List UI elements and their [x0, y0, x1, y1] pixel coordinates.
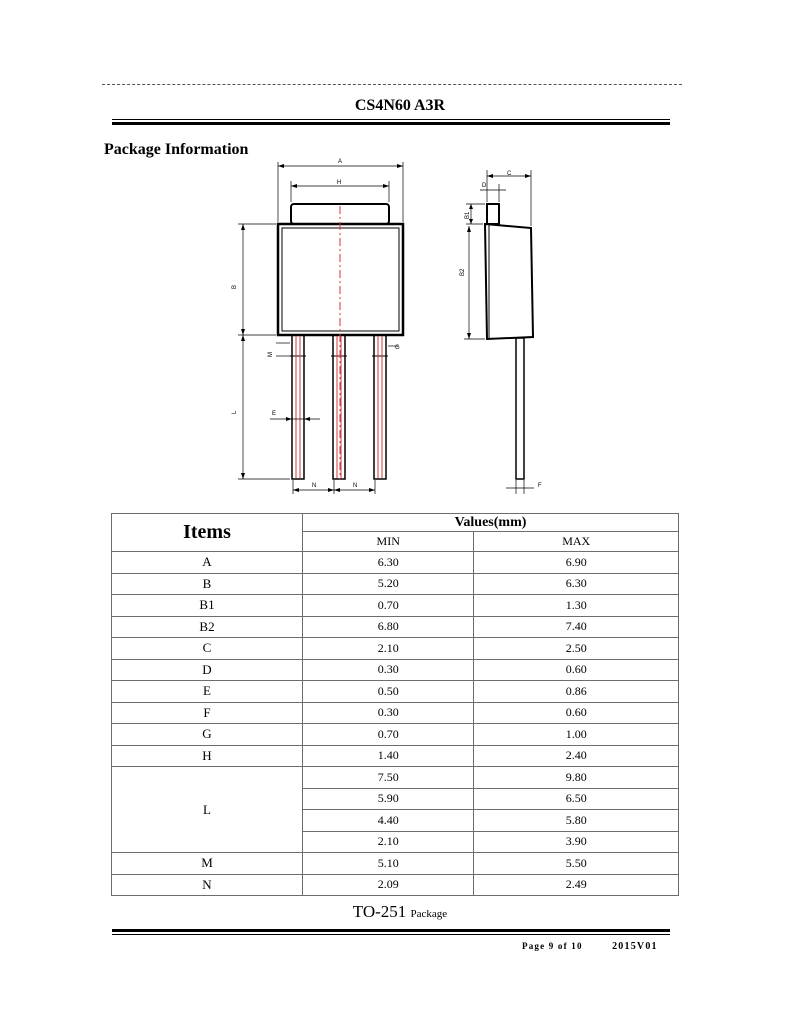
table-row: D 0.30 0.60 [112, 659, 679, 681]
section-title: Package Information [104, 141, 249, 158]
label-F: F [538, 483, 542, 489]
header-dashed-line [102, 84, 682, 85]
table-row: 5.90 6.50 [112, 788, 679, 810]
values-header: Values(mm) [303, 514, 679, 532]
table-row: 2.10 3.90 [112, 831, 679, 853]
table-row: B1 0.70 1.30 [112, 595, 679, 617]
footer [522, 941, 658, 952]
label-M: M [268, 352, 274, 357]
table-row: B 5.20 6.30 [112, 573, 679, 595]
label-N-1: N [312, 483, 317, 489]
page-number: Page 9 of 10 [522, 941, 583, 951]
label-C: C [507, 171, 512, 177]
document-title: CS4N60 A3R [354, 97, 446, 114]
label-D: D [482, 183, 487, 189]
label-N-2: N [353, 483, 358, 489]
table-row: G 0.70 1.00 [112, 724, 679, 746]
header-rule-thin [112, 119, 670, 120]
table-row: F 0.30 0.60 [112, 702, 679, 724]
version: 2015V01 [612, 941, 658, 952]
l-row-name: L [112, 767, 303, 853]
table-row: C 2.10 2.50 [112, 638, 679, 660]
table-row: N 2.09 2.49 [112, 874, 679, 896]
package-outline-drawing [0, 150, 800, 500]
label-B1: B1 [465, 211, 471, 219]
label-B: B [232, 284, 238, 289]
items-header: Items [112, 514, 303, 552]
label-G: G [395, 345, 400, 351]
dimensions-table [111, 513, 679, 896]
max-header: MAX [474, 532, 679, 552]
header-rule-thick [112, 122, 670, 125]
label-E: E [272, 411, 277, 417]
table-row: H 1.40 2.40 [112, 745, 679, 767]
package-name: TO-251 [352, 902, 407, 921]
table-row: 4.40 5.80 [112, 810, 679, 832]
footer-rule-thick [112, 929, 670, 932]
table-row: A 6.30 6.90 [112, 552, 679, 574]
min-header: MIN [303, 532, 474, 552]
table-row: M 5.10 5.50 [112, 853, 679, 875]
table-row: L 7.50 9.80 [112, 767, 679, 789]
table-row: E 0.50 0.86 [112, 681, 679, 703]
label-L: L [232, 410, 238, 414]
footer-rule-thin [112, 934, 670, 935]
label-B2: B2 [460, 268, 466, 276]
label-H: H [337, 180, 342, 186]
package-suffix: Package [410, 908, 448, 920]
package-caption [0, 902, 800, 922]
label-A: A [338, 159, 343, 165]
table-row: B2 6.80 7.40 [112, 616, 679, 638]
